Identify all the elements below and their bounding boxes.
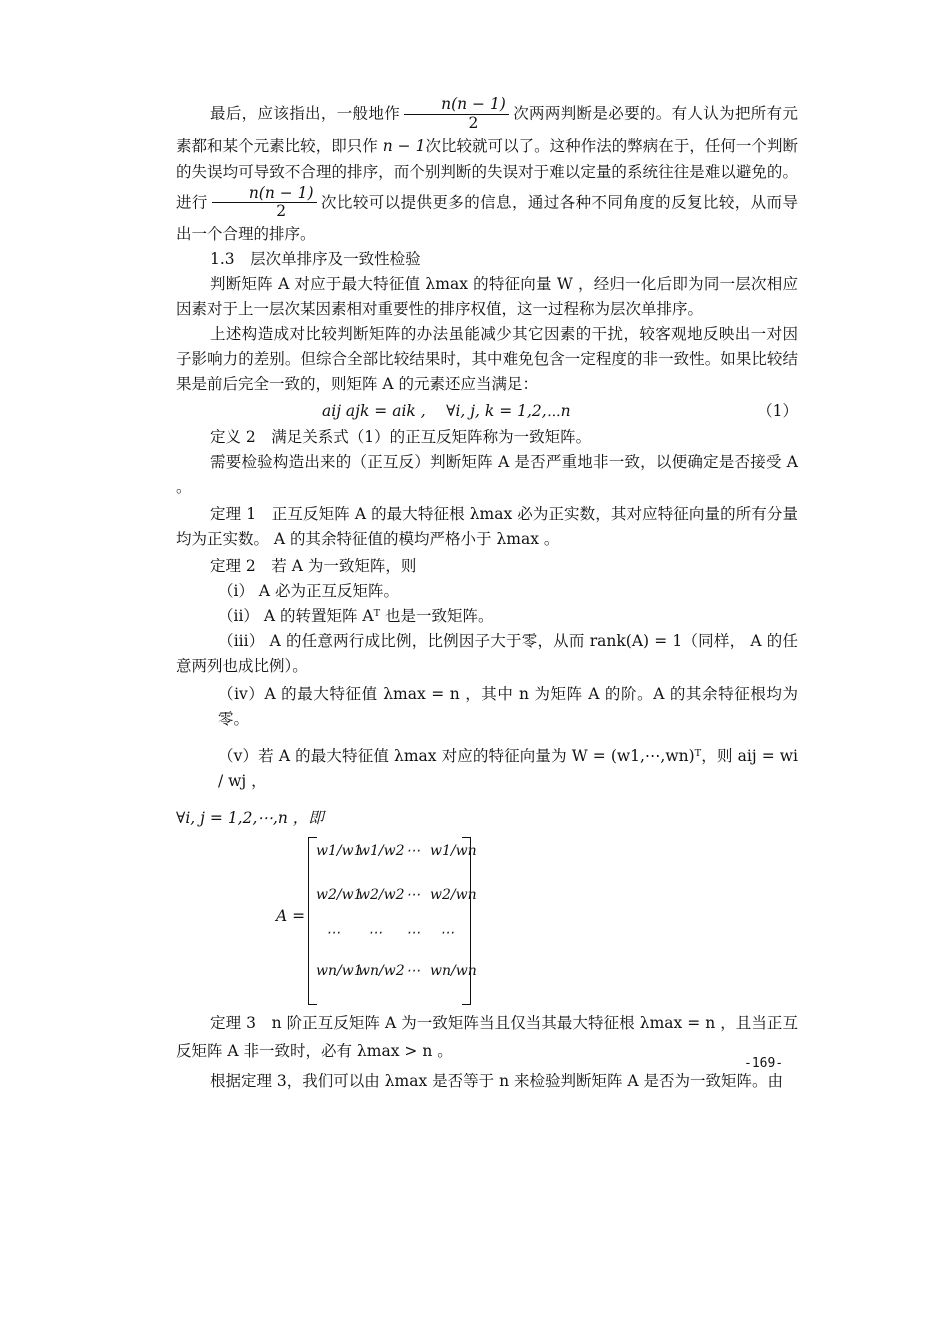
paragraph-4: 需要检验构造出来的（正互反）判断矩阵 A 是否严重地非一致，以便确定是否接受 A 。 [176, 453, 798, 497]
equation-1-tag: （1） [757, 402, 798, 421]
theorem-2-item-1: （i） A 必为正互反矩阵。 [218, 582, 400, 601]
matrix-cell: wn/wn [430, 963, 477, 980]
matrix-label: A = [276, 907, 306, 926]
matrix-cell: ⋯ [406, 887, 420, 904]
section-heading: 1.3 层次单排序及一致性检验 [210, 250, 421, 269]
theorem-2: 定理 2 若 A 为一致矩阵，则 [210, 557, 417, 576]
matrix-right-bracket [462, 837, 471, 1005]
consistent-matrix [176, 835, 798, 1005]
matrix-cell: ⋯ [440, 925, 454, 942]
paragraph-5: 根据定理 3，我们可以由 λmax 是否等于 n 来检验判断矩阵 A 是否为一致矩阵。由 [210, 1072, 784, 1091]
fraction-n-n-minus-1-over-2: $\frac{n(n - 1)}{2}$ [404, 96, 509, 133]
paragraph-1 [176, 96, 798, 247]
page-number: -169- [744, 1056, 784, 1071]
matrix-cell: wn/w2 [358, 963, 405, 980]
theorem-2-item-4: （iv）A 的最大特征值 λmax = n ，其中 n 为矩阵 A 的阶。A 的其余特征根均为零。 [218, 685, 798, 729]
matrix-cell: w1/w1 [316, 843, 363, 860]
p1-text-c: 次比较就可以了。这种作法的弊病在于，任何一个判断的失误均可导致不合理的排序，而个别判断的失误对于难以定量的系统往往是难以避免的。进行 [176, 136, 798, 211]
theorem-3: 定理 3 n 阶正互反矩阵 A 为一致矩阵当且仅当其最大特征根 λmax = n ，且当正互反矩阵 A 非一致时，必有 λmax > n 。 [176, 1014, 798, 1061]
page-content [176, 96, 798, 1094]
paragraph-3: 上述构造成对比较判断矩阵的办法虽能减少其它因素的干扰，较客观地反映出一对因子影响力的差别。但综合全部比较结果时，其中难免包含一定程度的非一致性。如果比较结果是前后完全一致的，则矩阵 A 的元素还应当满足： [176, 325, 798, 394]
n-minus-1: n − 1 [382, 136, 426, 155]
theorem-2-item-5: （v）若 A 的最大特征值 λmax 对应的特征向量为 W = (w1,⋯,wn)ᵀ，则 aij = wi / wj ， [218, 747, 798, 791]
equation-1 [176, 397, 798, 425]
matrix-cell: w2/w2 [358, 887, 405, 904]
theorem-2-item-3: （iii） A 的任意两行成比例，比例因子大于零，从而 rank(A) = 1（同样， A 的任意两列也成比例）。 [176, 632, 798, 676]
matrix-cell: w1/wn [430, 843, 477, 860]
definition-2: 定义 2 满足关系式（1）的正互反矩阵称为一致矩阵。 [210, 428, 592, 447]
equation-1-body: aij ajk = aik , ∀i, j, k = 1,2,⋯n [322, 402, 571, 421]
forall-line: ∀i, j = 1,2,⋯,n ，即 [176, 809, 324, 828]
p1-text-d: 次比较可以提供更多的信息，通过各种不同角度的反复比较，从而导出一个合理的排序。 [176, 192, 798, 244]
p1-text-b: 次两两判断是必要的。有人认为把所有元素都和某个元素比较，即只作 [176, 104, 798, 155]
matrix-cell: ⋯ [406, 963, 420, 980]
matrix-cell: ⋯ [326, 925, 340, 942]
matrix-cell: w2/wn [430, 887, 477, 904]
matrix-cell: ⋯ [406, 925, 420, 942]
fraction-n-n-minus-1-over-2-b: $\frac{n(n - 1)}{2}$ [212, 185, 317, 222]
matrix-cell: wn/w1 [316, 963, 363, 980]
matrix-cell: ⋯ [406, 843, 420, 860]
paragraph-2: 判断矩阵 A 对应于最大特征值 λmax 的特征向量 W ，经归一化后即为同一层次相应因素对于上一层次某因素相对重要性的排序权值，这一过程称为层次单排序。 [176, 275, 798, 319]
matrix-cell: w1/w2 [358, 843, 405, 860]
matrix-cell: w2/w1 [316, 887, 363, 904]
matrix-cell: ⋯ [368, 925, 382, 942]
theorem-2-item-2: （ii） A 的转置矩阵 Aᵀ 也是一致矩阵。 [218, 607, 494, 626]
theorem-1: 定理 1 正互反矩阵 A 的最大特征根 λmax 必为正实数，其对应特征向量的所有分量均为正实数。 A 的其余特征值的模均严格小于 λmax 。 [176, 505, 798, 549]
p1-text-a: 最后，应该指出，一般地作 [210, 104, 401, 123]
matrix-left-bracket [308, 837, 317, 1005]
